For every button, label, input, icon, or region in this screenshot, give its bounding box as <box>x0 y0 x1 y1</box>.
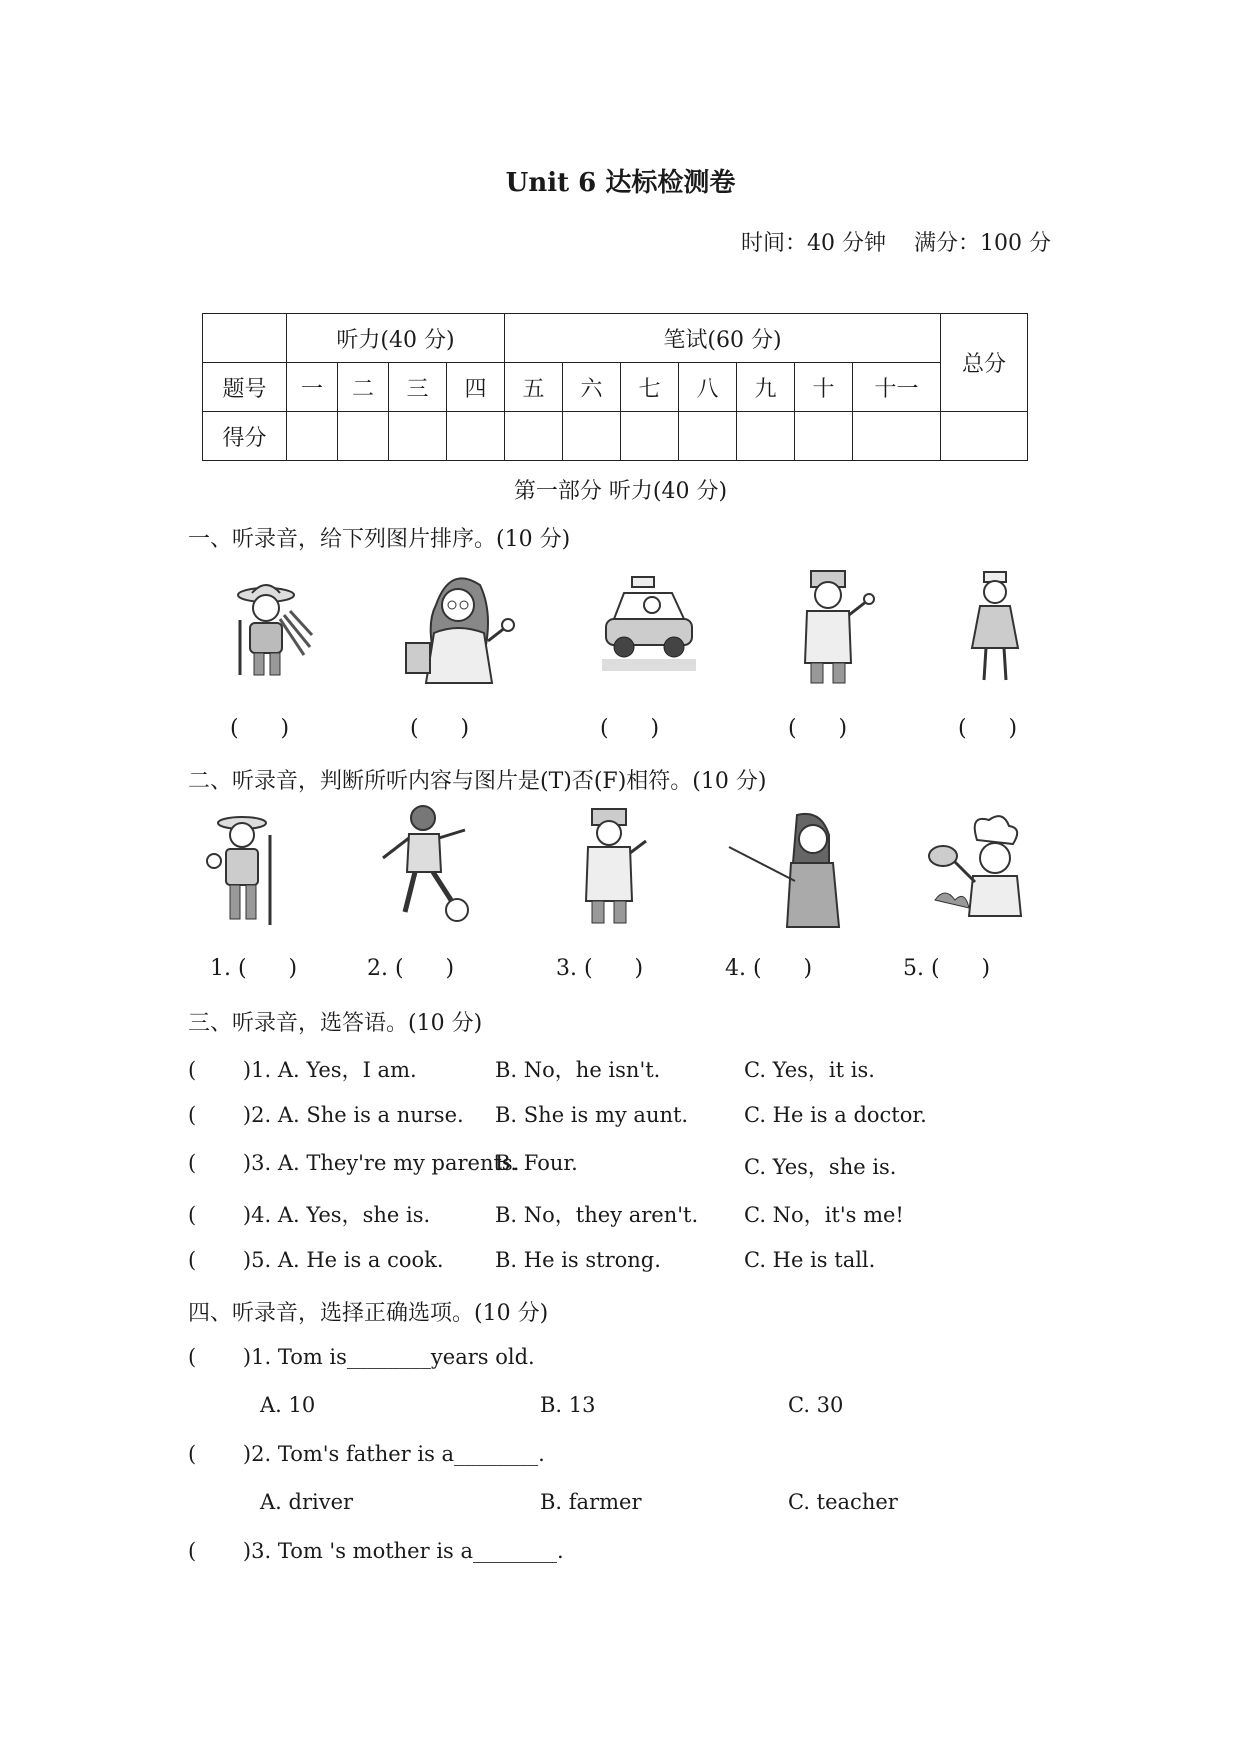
q3-item-3-option-b: B. Four. <box>495 1151 578 1175</box>
farmer-thumbs-up-picture-icon <box>200 805 290 930</box>
taxi-driver-picture-icon <box>600 575 700 675</box>
number-cell: 五 <box>505 363 563 412</box>
q3-item-5-option-c: C. He is tall. <box>744 1248 876 1272</box>
part1-title: 第一部分 听力(40 分) <box>513 479 728 504</box>
q4-item-1-option-a: A. 10 <box>260 1393 316 1417</box>
q3-heading: 三、听录音，选答语。(10 分) <box>188 1011 483 1036</box>
q1-answer-blank[interactable]: ( ) <box>958 716 1018 741</box>
q4-heading: 四、听录音，选择正确选项。(10 分) <box>188 1301 549 1326</box>
row-score-label: 得分 <box>203 412 287 461</box>
q3-item-1-option-c: C. Yes，it is. <box>744 1058 875 1082</box>
score-cell[interactable] <box>737 412 795 461</box>
score-table <box>202 313 1028 461</box>
q4-item-1-option-c: C. 30 <box>788 1393 844 1417</box>
q4-item-2-option-b: B. farmer <box>540 1490 642 1514</box>
q2-answer-5[interactable]: 5. ( ) <box>903 956 991 981</box>
q3-item-5-stem: ( )5. A. He is a cook. <box>188 1248 444 1272</box>
score-cell[interactable] <box>563 412 621 461</box>
q3-item-1-option-b: B. No，he isn't. <box>495 1058 661 1082</box>
number-cell: 七 <box>621 363 679 412</box>
q1-answer-blank[interactable]: ( ) <box>410 716 470 741</box>
number-cell: 十 <box>795 363 853 412</box>
number-cell: 八 <box>679 363 737 412</box>
score-cell[interactable] <box>853 412 941 461</box>
q4-item-2-option-a: A. driver <box>260 1490 354 1514</box>
page-title: Unit 6 达标检测卷 <box>505 168 736 198</box>
number-cell: 九 <box>737 363 795 412</box>
q2-answer-1[interactable]: 1. ( ) <box>210 956 298 981</box>
q1-heading: 一、听录音，给下列图片排序。(10 分) <box>188 527 571 552</box>
q3-item-2-stem: ( )2. A. She is a nurse. <box>188 1103 464 1127</box>
score-cell[interactable] <box>338 412 389 461</box>
nurse-picture-icon <box>960 570 1030 685</box>
teacher-picture-icon <box>400 565 520 690</box>
total-score-cell[interactable] <box>941 412 1028 461</box>
q3-item-4-option-b: B. No，they aren't. <box>495 1203 699 1227</box>
q2-heading: 二、听录音，判断所听内容与图片是(T)否(F)相符。(10 分) <box>188 769 767 794</box>
doctor-picture-icon <box>570 805 655 930</box>
score-cell[interactable] <box>389 412 447 461</box>
football-player-picture-icon <box>375 800 475 930</box>
cook-picture-icon <box>925 810 1035 925</box>
farmer-picture-icon <box>218 575 318 685</box>
number-cell: 四 <box>447 363 505 412</box>
exam-meta: 时间：40 分钟 满分：100 分 <box>741 231 1051 256</box>
q2-answer-2[interactable]: 2. ( ) <box>367 956 455 981</box>
score-cell[interactable] <box>447 412 505 461</box>
listening-header: 听力(40 分) <box>287 314 505 363</box>
q3-item-2-option-b: B. She is my aunt. <box>495 1103 689 1127</box>
score-cell[interactable] <box>287 412 338 461</box>
number-cell: 一 <box>287 363 338 412</box>
q3-item-4-stem: ( )4. A. Yes，she is. <box>188 1203 431 1227</box>
q2-answer-4[interactable]: 4. ( ) <box>725 956 813 981</box>
q4-item-3-stem: ( )3. Tom 's mother is a________. <box>188 1539 564 1563</box>
number-cell: 六 <box>563 363 621 412</box>
q1-answer-blank[interactable]: ( ) <box>600 716 660 741</box>
q3-item-5-option-b: B. He is strong. <box>495 1248 661 1272</box>
teacher-pointer-picture-icon <box>725 805 850 935</box>
doctor-picture-icon <box>785 565 875 690</box>
score-cell[interactable] <box>795 412 853 461</box>
q3-item-2-option-c: C. He is a doctor. <box>744 1103 927 1127</box>
score-cell[interactable] <box>505 412 563 461</box>
q2-answer-3[interactable]: 3. ( ) <box>556 956 644 981</box>
writing-header: 笔试(60 分) <box>505 314 941 363</box>
q4-item-2-option-c: C. teacher <box>788 1490 898 1514</box>
number-cell: 十一 <box>853 363 941 412</box>
score-table-corner <box>203 314 287 363</box>
score-cell[interactable] <box>621 412 679 461</box>
q3-item-1-stem: ( )1. A. Yes，I am. <box>188 1058 417 1082</box>
q1-answer-blank[interactable]: ( ) <box>788 716 848 741</box>
number-cell: 二 <box>338 363 389 412</box>
q4-item-2-stem: ( )2. Tom's father is a________. <box>188 1442 545 1466</box>
score-cell[interactable] <box>679 412 737 461</box>
q4-item-1-stem: ( )1. Tom is________years old. <box>188 1345 535 1369</box>
q3-item-3-option-c: C. Yes，she is. <box>744 1155 897 1179</box>
total-header: 总分 <box>941 314 1028 412</box>
q3-item-4-option-c: C. No，it's me! <box>744 1203 904 1227</box>
number-cell: 三 <box>389 363 447 412</box>
row-number-label: 题号 <box>203 363 287 412</box>
q4-item-1-option-b: B. 13 <box>540 1393 596 1417</box>
q1-answer-blank[interactable]: ( ) <box>230 716 290 741</box>
q3-item-3-stem: ( )3. A. They're my parents. <box>188 1151 520 1175</box>
